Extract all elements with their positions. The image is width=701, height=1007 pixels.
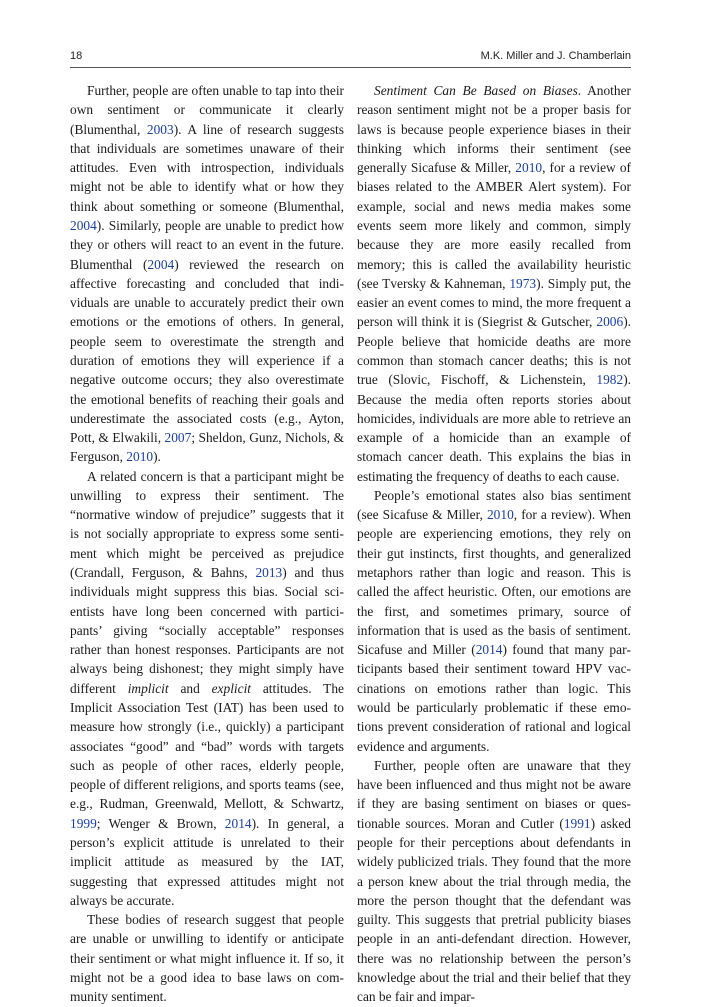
citation-link[interactable]: 2004 xyxy=(70,217,97,233)
citation-link[interactable]: 2010 xyxy=(486,507,514,523)
body-text: ). xyxy=(153,449,161,465)
citation-link[interactable]: 2013 xyxy=(255,565,283,581)
body-text: Further, people often are unaware that they have been influenced and thus might not be aware if they are basing sentiment on biases or questionable sources. Moran and Cutler ( xyxy=(357,757,631,831)
paragraph-social-desirability xyxy=(70,467,344,910)
body-text: ). Similarly, people are unable to predict how they or others will react to an event in the future. Blumenthal ( xyxy=(70,217,344,272)
citation-link[interactable]: 2007 xyxy=(164,430,192,446)
body-text: . Another reason sentiment might not be a proper basis for laws is because people experience biases in their thinking which informs their sentiment (see generally Sicafuse & Miller, xyxy=(357,83,631,176)
running-header xyxy=(70,49,631,68)
paragraph-emotional-states xyxy=(357,486,631,756)
body-text: People’s emotional states also bias sentiment (see Sicafuse & Miller, xyxy=(357,487,631,523)
citation-link[interactable]: 2010 xyxy=(126,449,154,465)
body-text: ). Because the media often reports stories about homicides, individuals are more able to retrieve an example of a homicide than an example of stomach cancer death. This explains the bias in estimating the frequency of deaths to each cause. xyxy=(357,372,631,484)
citation-link[interactable]: 2014 xyxy=(475,642,503,658)
emphasis-text: Sentiment Can Be Based on Biases xyxy=(374,83,578,98)
body-text: attitudes. The Implicit Association Test (IAT) has been used to measure how strongly (i.e., quickly) a participant associates “good” and “bad” words with targets such as people of other races, elderly people, people of different religions, and sports teams (see, e.g., Rudman, Greenwald, Mellott, & Schwartz, xyxy=(70,680,344,812)
body-text: , for a review). When people are experiencing emotions, they rely on their gut instincts, first thoughts, and generalized metaphors rather than logic and reason. This is called the affect heuristic. Often, our emotions are the first, and sometimes primary, source of information that is used as the basis of sentiment. Sicafuse and Miller ( xyxy=(357,507,631,658)
running-head-authors: M.K. Miller and J. Chamberlain xyxy=(480,50,631,62)
left-column xyxy=(70,81,344,1007)
body-text: ). A line of research suggests that individuals are sometimes unaware of their attitudes. Even with introspection, individuals might not be able to identify what or how they think about something or someone (Blumenthal, xyxy=(70,121,344,214)
body-text: A related concern is that a participant might be unwilling to express their sentiment. The “normative window of prejudice” suggests that it is not socially appropriate to express some sentiment which might be perceived as prejudice (Crandall, Ferguson, & Bahns, xyxy=(70,468,344,581)
body-text: These bodies of research suggest that people are unable or unwilling to identify or anticipate their sentiment or what might influence it. If so, it might not be a good idea to base laws on community sentiment. xyxy=(70,912,344,1005)
body-text: ) and thus individuals might suppress this bias. Social scientists have long been concerned with participants’ giving “socially acceptable” responses rather than honest responses. Participants are not always being dishonest; they might simply have different xyxy=(70,565,344,696)
body-text: ). In general, a person’s explicit attitude is unrelated to their implicit attitude as measured by the IAT, suggesting that expressed attitudes might not always be accurate. xyxy=(70,815,344,908)
body-text: ) reviewed the research on affective forecasting and concluded that individuals are unable to accurately predict their own emotions or the emotions of others. In general, people seem to overestimate the strength and duration of emotions they will experience if a negative outcome occurs; they also overestimate the emotional benefits of reaching their goals and underestimate the associated costs (e.g., Ayton, Pott, & Elwakili, xyxy=(70,256,344,446)
body-text: ). People believe that homicide deaths are more common than stomach cancer deaths; this is not true (Slovic, Fischoff, & Lichenstein, xyxy=(357,314,631,388)
body-text: ; Sheldon, Gunz, Nichols, & Ferguson, xyxy=(70,430,344,465)
body-text: ) asked people for their perceptions about defendants in widely publicized trials. They found that the more a person knew about the trial through media, the more the person thought that the defendant was guilty. This suggests that pretrial publicity biases people in an anti-defendant direction. However, there was no relationship between the person’s knowledge about the trial and their belief that they can be fair and impar- xyxy=(357,815,632,1005)
citation-link[interactable]: 1973 xyxy=(509,275,537,291)
body-text: ) found that many participants based their sentiment toward HPV vaccinations on emotions rather than logic. This would be particularly problematic if these emotions prevent consideration of rational and logical evidence and arguments. xyxy=(357,642,631,754)
emphasis-text: explicit xyxy=(211,680,252,696)
page-number: 18 xyxy=(70,50,83,62)
paragraph-biases xyxy=(357,81,631,486)
citation-link[interactable]: 2014 xyxy=(224,815,252,831)
body-text: , for a review of biases related to the AMBER Alert system). For example, social and news media makes some events seem more likely and common, simply because they are more easily recalled from memory; this is called the availability heuristic (see Tversky & Kahneman, xyxy=(357,160,631,291)
paragraph-conclusion xyxy=(70,910,344,1006)
citation-link[interactable]: 2004 xyxy=(147,256,175,272)
paragraph-unaware-influence xyxy=(357,756,631,1007)
body-text: ; Wenger & Brown, xyxy=(96,815,225,831)
right-column xyxy=(357,81,631,1007)
body-text: ). Simply put, the easier an event comes to mind, the more frequent a person will think it is (Siegrist & Gutscher, xyxy=(357,275,631,330)
citation-link[interactable]: 2003 xyxy=(146,121,174,137)
paragraph-introspection xyxy=(70,81,344,467)
citation-link[interactable]: 1982 xyxy=(596,372,624,388)
body-text: Further, people are often unable to tap into their own sentiment or communicate it clearly (Blumenthal, xyxy=(70,83,344,137)
citation-link[interactable]: 2010 xyxy=(515,160,543,176)
citation-link[interactable]: 1999 xyxy=(70,815,97,831)
emphasis-text: implicit xyxy=(127,680,169,696)
citation-link[interactable]: 1991 xyxy=(563,815,591,831)
body-text: and xyxy=(168,680,212,696)
citation-link[interactable]: 2006 xyxy=(596,314,624,330)
